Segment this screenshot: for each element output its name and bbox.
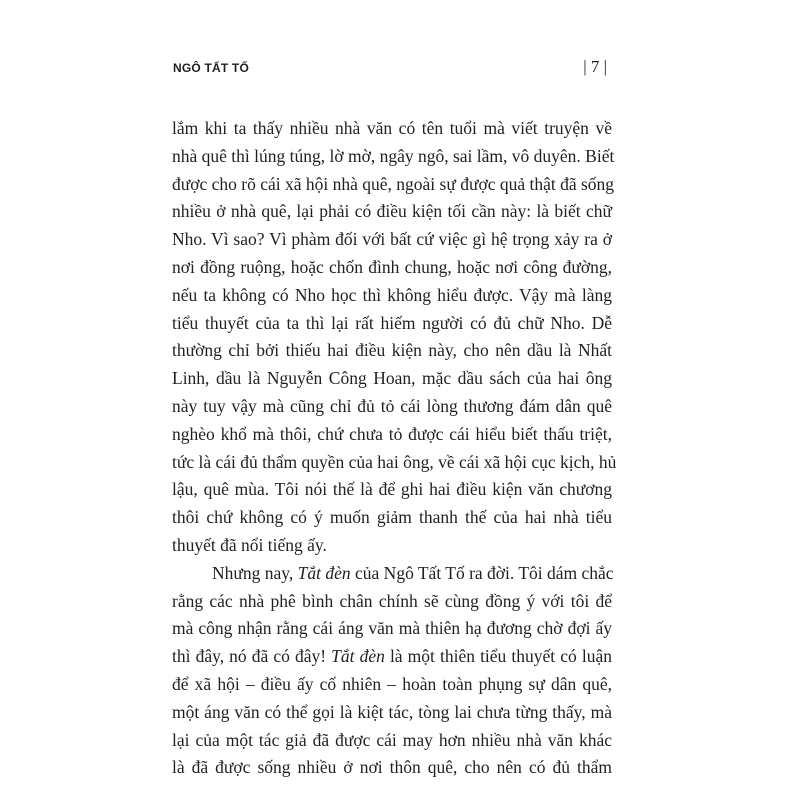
text-line: mà công nhận rằng cái áng văn mà thiên hạ đương chờ đợi ấy [172,618,612,639]
text-line: một áng văn có thể gọi là kiệt tác, tòng lai chưa từng thấy, mà [172,701,612,722]
text-line [172,560,612,588]
text-line: nhiều ở nhà quê, lại phải có điều kiện tối cần này: là biết chữ [172,201,612,222]
text-line: này tuy vậy mà cũng chỉ đủ tỏ cái lòng thương đám dân quê [172,395,612,416]
paragraph-1 [172,115,617,560]
text-line: lắm khi ta thấy nhiều nhà văn có tên tuổi mà viết truyện về [172,118,612,138]
text-line: lậu, quê mùa. Tôi nói thế là để ghi hai điều kiện văn chương [172,479,612,500]
text-line: thường chỉ bởi thiếu hai điều kiện này, cho nên dầu là Nhất [172,340,612,361]
text-line: nghèo khổ mà thôi, chứ chưa tỏ được cái hiểu biết thấu triệt, [172,423,612,444]
text-line: tiểu thuyết của ta thì lại rất hiếm người có đủ chữ Nho. Dễ [172,312,612,333]
text-line: là đã được sống nhiều ở nơi thôn quê, cho nên có đủ thẩm [172,757,612,778]
text-line: nơi đồng ruộng, hoặc chốn đình chung, hoặc nơi công đường, [172,256,612,277]
paragraph-2 [172,560,612,782]
text-run: của Ngô Tất Tố ra đời. Tôi dám chắc [350,562,614,583]
text-line: lại của một tác giả đã được cái may hơn nhiều nhà văn khác [172,729,612,750]
book-title: Tắt đèn [297,562,351,583]
text-line: Linh, dầu là Nguyễn Công Hoan, mặc dầu sách của hai ông [172,368,612,389]
text-run: thì đây, nó đã có đây! [172,646,332,667]
text-line: nhà quê thì lúng túng, lờ mờ, ngây ngô, sai lầm, vô duyên. Biết [172,145,615,166]
text-line: rằng các nhà phê bình chân chính sẽ cùng đồng ý với tôi để [172,590,612,611]
book-title: Tắt đèn [331,646,385,667]
text-line: thuyết đã nổi tiếng ấy. [172,534,327,555]
text-line: tức là cái đủ thẩm quyền của hai ông, về cái xã hội cục kịch, hủ [172,451,617,472]
text-line: nếu ta không có Nho học thì không hiểu được. Vậy mà làng [172,284,612,305]
page-number: | 7 | [583,57,607,76]
text-line: được cho rõ cái xã hội nhà quê, ngoài sự được quả thật đã sống [172,173,615,194]
text-line: thôi chứ không có ý muốn giảm thanh thế của hai nhà tiểu [172,507,612,528]
running-head: NGÔ TẤT TỐ [173,61,249,75]
text-run: là một thiên tiểu thuyết có luận [384,646,612,667]
text-run: Nhưng nay, [212,562,298,583]
text-line: Nho. Vì sao? Vì phàm đối với bất cứ việc gì hệ trọng xảy ra ở [172,229,612,250]
text-line [172,643,612,671]
body-text [172,115,617,782]
text-line: để xã hội – điều ấy cố nhiên – hoàn toàn phụng sự dân quê, [172,673,612,694]
